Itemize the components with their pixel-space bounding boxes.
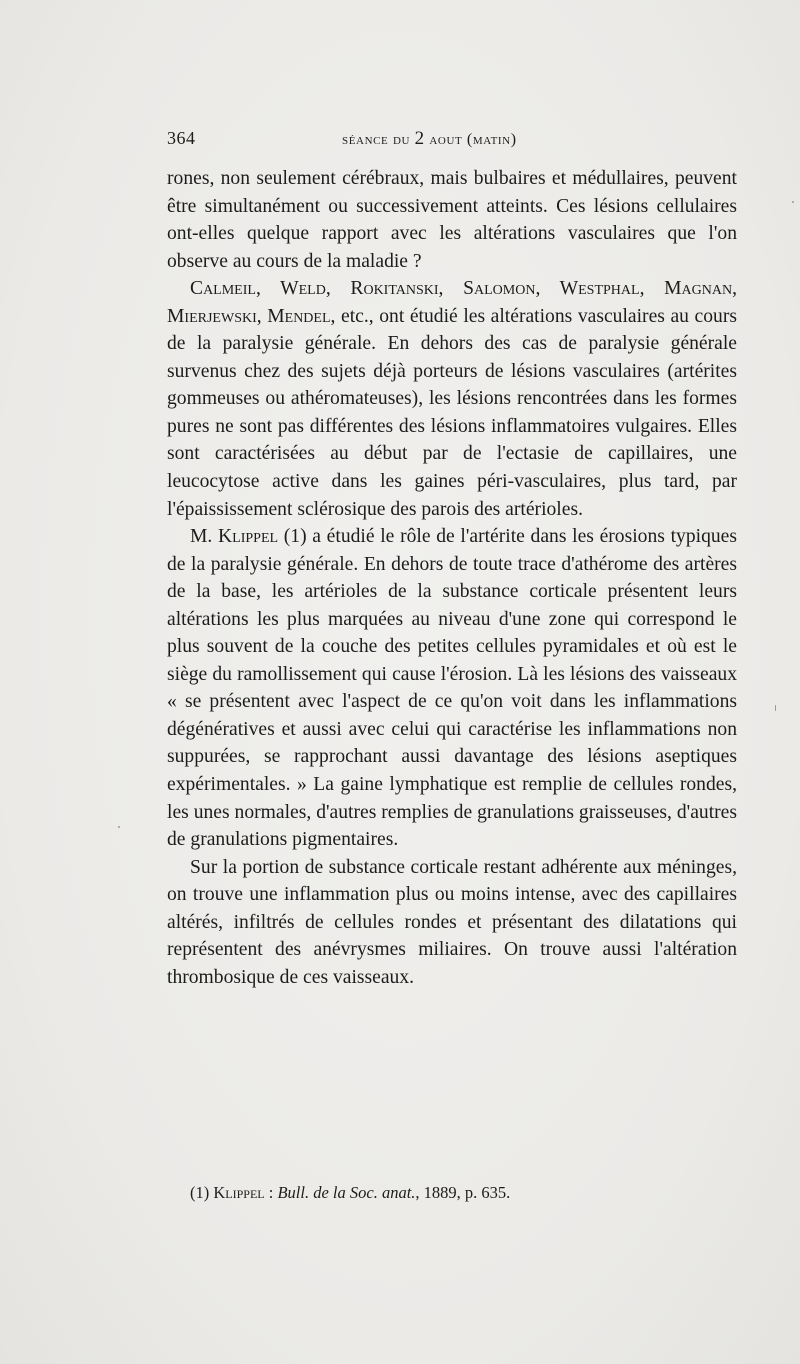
footnote-author: Klippel (213, 1183, 265, 1202)
paragraph-1: rones, non seulement cérébraux, mais bulbaires et médullaires, peuvent être simultanément ou successivement atteints. Ces lésions cellulaires ont-elles quelque rapport avec les altérations vasculaires que l'on observe au cours de la maladie ? (167, 168, 737, 272)
running-head-prefix: séance du (342, 131, 415, 148)
paper-speck (118, 826, 120, 828)
paragraph-4: Sur la portion de substance corticale restant adhérente aux méninges, on trouve une inflammation plus ou moins intense, avec des capillaires altérés, infiltrés de cellules rondes et présentant des dilatations qui représentent des anévrysmes miliaires. On trouve aussi l'altération thrombosique de ces vaisseaux. (167, 856, 737, 988)
page-number: 364 (167, 128, 196, 148)
author-list: Calmeil, Weld, Rokitanski, Salomon, Westphal, Magnan, Mierjewski, Mendel, (167, 278, 737, 327)
running-head (342, 128, 517, 150)
footnote-rest: , 1889, p. 635. (415, 1183, 511, 1202)
footnote-separator: : (264, 1183, 278, 1202)
footnote-journal: Bull. de la Soc. anat. (277, 1183, 416, 1202)
paper-speck (775, 705, 776, 711)
page-header (167, 128, 737, 158)
paragraph-3 (167, 523, 737, 854)
running-head-suffix: aout (matin) (424, 131, 517, 148)
paragraph-2 (167, 275, 737, 523)
paragraph-3-text: (1) a étudié le rôle de l'artérite dans les érosions typiques de la paralysie générale. En dehors de toute trace d'athérome des artères de la base, les artérioles de la substance corticale présentent leurs altérations les plus marquées au niveau d'une zone qui correspond le plus souvent de la couche des petites cellules pyramidales et où est le siège du ramollissement qui cause l'érosion. Là les lésions des vaisseaux « se présentent avec l'aspect de ce qu'on voit dans les inflammations dégénératives et aussi avec celui qui caractérise les inflammations non suppurées, se rapprochant aussi davantage des lésions aseptiques expérimentales. » La gaine lymphatique est remplie de cellules rondes, les unes normales, d'autres remplies de granulations graisseuses, d'autres de granulations pigmentaires. (167, 526, 737, 851)
body-text (167, 165, 737, 991)
paragraph-2-text: etc., ont étudié les altérations vasculaires au cours de la paralysie générale. En dehors des cas de paralysie générale survenus chez des sujets déjà porteurs de lésions vasculaires (artérites gommeuses ou athéromateuses), les lésions rencontrées dans les formes pures ne sont pas différentes des lésions inflammatoires vulgaires. Elles sont caractérisées au début par de l'ectasie de capillaires, une leucocytose active dans les gaines péri-vasculaires, plus tard, par l'épaississement sclérosique des parois des artérioles. (167, 305, 737, 520)
running-head-date: 2 (414, 128, 425, 149)
footnote-marker: (1) (190, 1183, 214, 1202)
paragraph-3-start: M. (190, 526, 219, 548)
footnote (190, 1182, 737, 1204)
author-klippel: Klippel (218, 526, 279, 548)
paper-speck (792, 201, 794, 203)
